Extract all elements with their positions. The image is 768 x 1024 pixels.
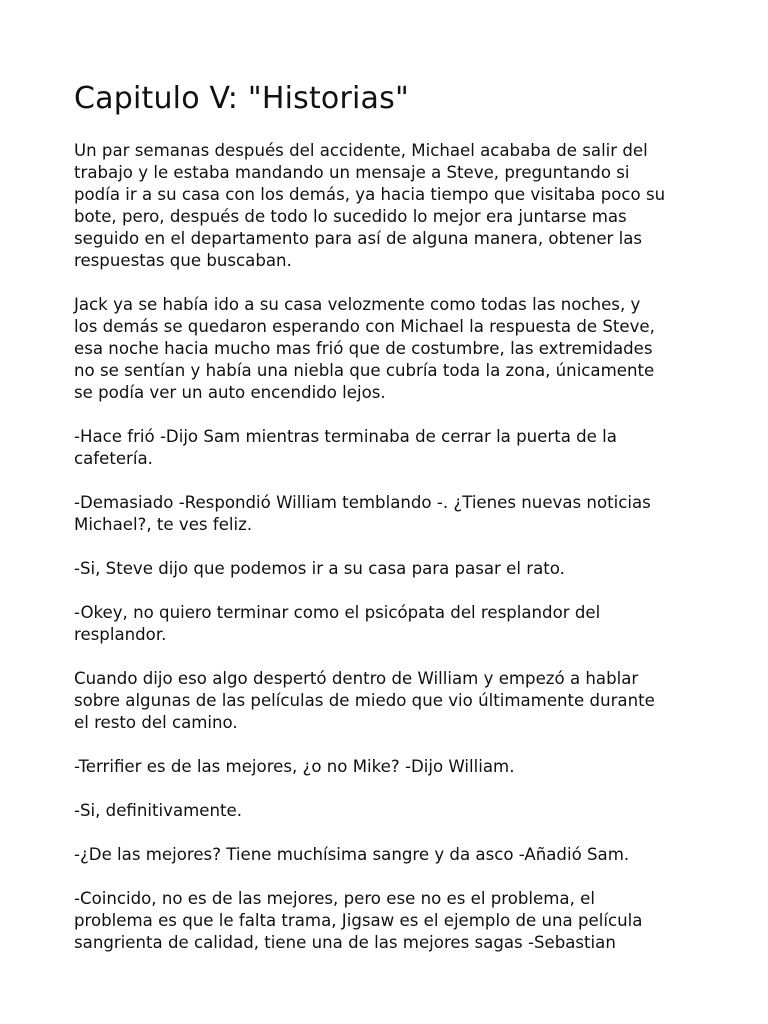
paragraph	[74, 426, 714, 470]
text-line: -Terrifier es de las mejores, ¿o no Mike? -Dijo William.	[74, 757, 515, 776]
paragraph	[74, 140, 714, 272]
text-line: Michael?, te ves feliz.	[74, 515, 253, 534]
paragraph	[74, 756, 714, 778]
text-line: el resto del camino.	[74, 713, 238, 732]
text-line: Jack ya se había ido a su casa velozmente como todas las noches, y	[74, 295, 641, 314]
chapter-title: Capitulo V: "Historias"	[74, 81, 409, 116]
text-line: -Okey, no quiero terminar como el psicópata del resplandor del	[74, 603, 601, 622]
document-body	[74, 140, 714, 976]
text-line: no se sentían y había una niebla que cubría toda la zona, únicamente	[74, 361, 655, 380]
text-line: seguido en el departamento para así de alguna manera, obtener las	[74, 229, 643, 248]
paragraph	[74, 888, 714, 954]
paragraph	[74, 492, 714, 536]
text-line: -Si, Steve dijo que podemos ir a su casa para pasar el rato.	[74, 559, 565, 578]
text-line: sangrienta de calidad, tiene una de las mejores sagas -Sebastian	[74, 933, 616, 952]
paragraph	[74, 294, 714, 404]
paragraph	[74, 844, 714, 866]
text-line: se podía ver un auto encendido lejos.	[74, 383, 386, 402]
paragraph	[74, 668, 714, 734]
paragraph	[74, 800, 714, 822]
text-line: trabajo y le estaba mandando un mensaje a Steve, preguntando si	[74, 163, 630, 182]
text-line: resplandor.	[74, 625, 167, 644]
text-line: Cuando dijo eso algo despertó dentro de William y empezó a hablar	[74, 669, 639, 688]
text-line: sobre algunas de las películas de miedo que vio últimamente durante	[74, 691, 655, 710]
text-line: respuestas que buscaban.	[74, 251, 292, 270]
text-line: -Si, definitivamente.	[74, 801, 242, 820]
text-line: bote, pero, después de todo lo sucedido lo mejor era juntarse mas	[74, 207, 627, 226]
text-line: -Hace frió -Dijo Sam mientras terminaba de cerrar la puerta de la	[74, 427, 617, 446]
text-line: los demás se quedaron esperando con Michael la respuesta de Steve,	[74, 317, 655, 336]
text-line: -Coincido, no es de las mejores, pero ese no es el problema, el	[74, 889, 595, 908]
text-line: Un par semanas después del accidente, Michael acababa de salir del	[74, 141, 648, 160]
paragraph	[74, 558, 714, 580]
text-line: -Demasiado -Respondió William temblando -. ¿Tienes nuevas noticias	[74, 493, 651, 512]
paragraph	[74, 602, 714, 646]
text-line: -¿De las mejores? Tiene muchísima sangre y da asco -Añadió Sam.	[74, 845, 630, 864]
text-line: problema es que le falta trama, Jigsaw es el ejemplo de una película	[74, 911, 643, 930]
text-line: podía ir a su casa con los demás, ya hacia tiempo que visitaba poco su	[74, 185, 666, 204]
text-line: esa noche hacia mucho mas frió que de costumbre, las extremidades	[74, 339, 653, 358]
text-line: cafetería.	[74, 449, 153, 468]
